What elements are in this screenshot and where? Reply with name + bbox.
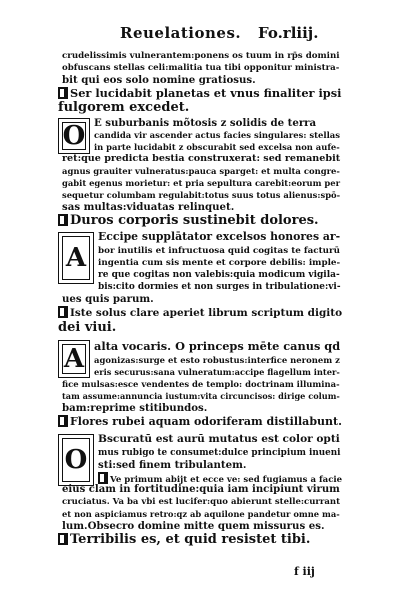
text-line: obfuscans stellas celi:malitia tua tibi opponitur ministra- <box>62 63 340 73</box>
pilcrow-icon <box>58 415 68 427</box>
text-line: ingentia cum sis mente et corpore debilis: imple- <box>98 258 341 268</box>
decorated-initial: O <box>58 434 94 486</box>
pilcrow-icon <box>58 533 68 545</box>
text-line: Ve primum abijt et ecce ve: sed fugiamus a facie <box>98 472 342 486</box>
heading-line: Ser lucidabit planetas et vnus finaliter ipsi <box>58 86 341 100</box>
heading-line: Iste solus clare aperiet librum scriptum digito <box>58 306 342 320</box>
text-line: crudelissimis vulnerantem:ponens os tuum in rp̄s domini <box>62 51 340 61</box>
text-line: Eccipe supplātator excelsos honores ar- <box>98 230 341 243</box>
text-line: candida vir ascender actus facies singulares: stellas <box>94 130 341 140</box>
decorated-initial: O <box>58 118 90 154</box>
text-line: ret:que predicta bestia construxerat: sed remanebit <box>62 153 341 164</box>
decorated-initial: A <box>58 232 94 284</box>
text-line: agnus grauiter vulneratus:pauca sparget: et multa congre- <box>62 166 340 176</box>
text-line: bit qui eos solo nomine gratiosus. <box>62 74 256 86</box>
text-line: sequetur columbam regulabit:totus suus totus alienus:spō- <box>62 190 341 200</box>
pilcrow-icon <box>58 87 68 99</box>
text-line: re que cogitas non valebis:quia modicum vigila- <box>98 270 340 280</box>
decorated-initial: A <box>58 340 90 378</box>
heading-line: fulgorem excedet. <box>58 100 190 115</box>
heading-line: Duros corporis sustinebit dolores. <box>58 214 319 228</box>
text-line: in parte lucidabit z obscurabit sed excelsa non aufe- <box>94 142 340 152</box>
text-line: fice mulsas:esce vendentes de templo: doctrinam illumina- <box>62 379 340 389</box>
text-line: lum.Obsecro domine mitte quem missurus es. <box>62 520 325 532</box>
signature-mark: f iij <box>294 565 315 578</box>
text-line: mus rubigo te consumet:dulce principium inueni <box>98 448 341 458</box>
heading-line: dei viui. <box>58 320 117 335</box>
text-line: tam assume:annuncia iustum:vita circuncisos: dirige colum- <box>62 391 340 401</box>
text-line: E suburbanis mõtosis z solidis de terra <box>94 117 317 129</box>
heading-line: Flores rubei aquam odoriferam distillabunt. <box>58 415 342 429</box>
text-line: alta vocaris. O princeps mēte canus qd <box>94 339 341 353</box>
pilcrow-icon <box>98 472 108 484</box>
text-line: eris securus:sana vulneratum:accipe flagellum inter- <box>94 367 340 377</box>
text-line: sti:sed finem tribulantem. <box>98 459 247 471</box>
text-line: bor inutilis et infructuosa quid cogitas te facturū <box>98 246 340 256</box>
text-line: bis:cito dormies et non surges in tribulatione:vi- <box>98 282 341 292</box>
text-line: eius clam in fortitudine:quia iam incipiunt virum <box>62 484 340 495</box>
text-line: gabit egenus morietur: et pria sepultura carebit:eorum per <box>62 178 341 188</box>
pilcrow-icon <box>58 214 68 226</box>
text-line: bam:reprime stitibundos. <box>62 402 208 414</box>
text-line: agonizas:surge et esto robustus:interfice neronem z <box>94 355 340 365</box>
text-line: sas multas:viduatas relinquet. <box>62 201 235 213</box>
folio-number: Fo.rliij. <box>258 24 319 42</box>
heading-line: Terribilis es, et quid resistet tibi. <box>58 533 310 547</box>
text-line: cruciatus. Va ba vbi est lucifer:quo abierunt stelle:currant <box>62 497 341 507</box>
text-line: et non aspiciamus retro:qz ab aquilone pandetur omne ma- <box>62 509 340 519</box>
running-title: Reuelationes. <box>120 24 242 42</box>
pilcrow-icon <box>58 306 68 318</box>
text-line: Bscuratū est aurū mutatus est color opti <box>98 433 340 445</box>
text-line: ues quis parum. <box>62 293 154 305</box>
